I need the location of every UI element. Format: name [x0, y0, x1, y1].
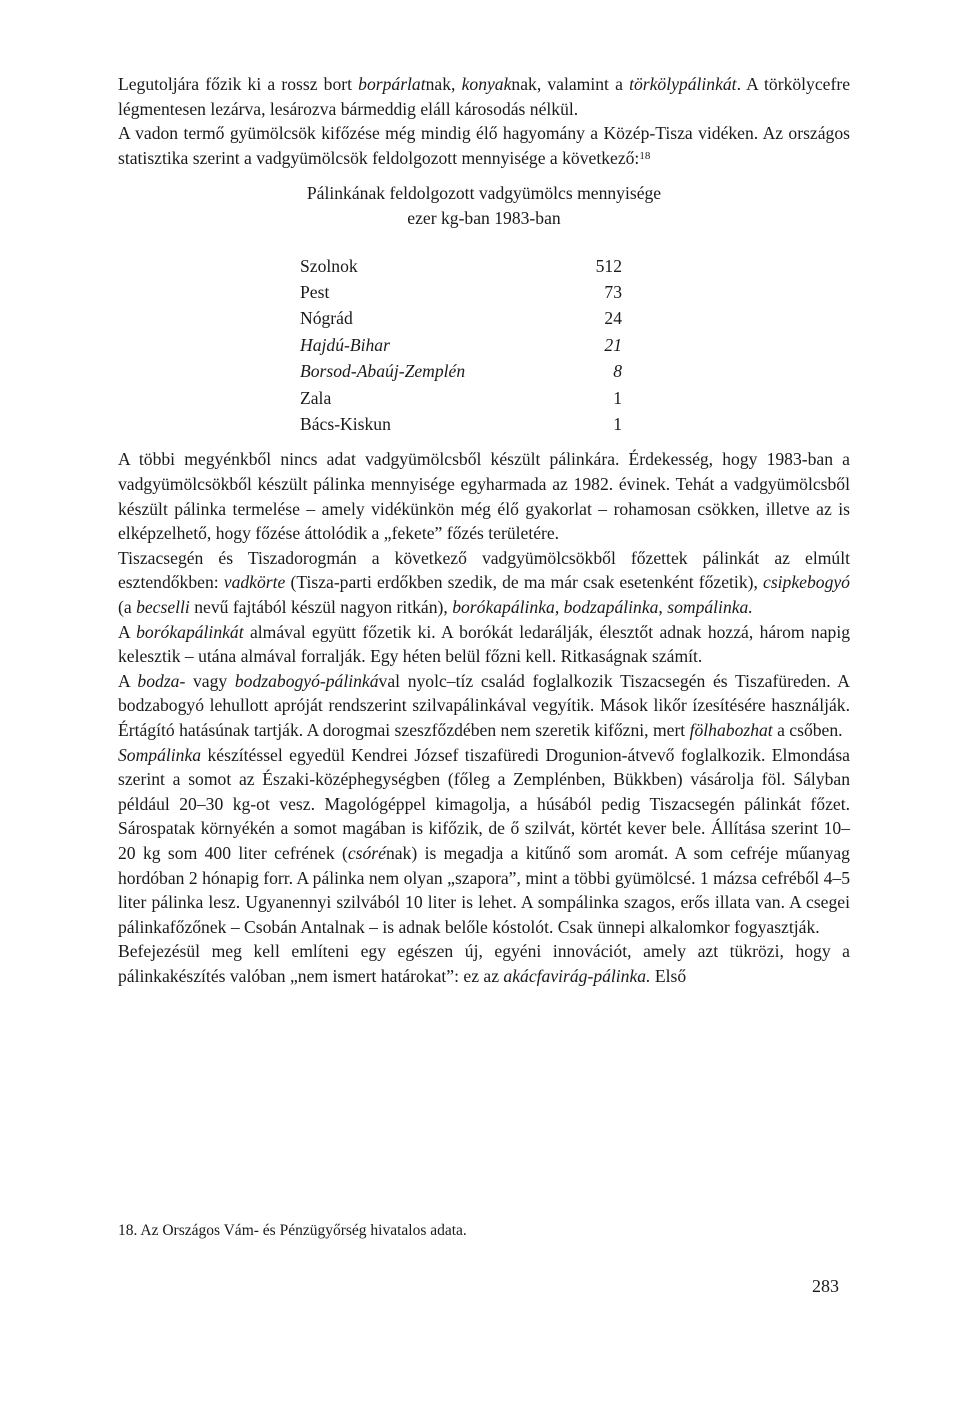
text-run: (a — [118, 596, 137, 617]
text-run: Első — [650, 965, 687, 986]
table-row — [300, 385, 622, 411]
paragraph-1 — [118, 72, 850, 121]
county-value: 512 — [595, 255, 622, 276]
paragraph-7 — [118, 743, 850, 940]
county-name: Borsod-Abaúj-Zemplén — [300, 361, 466, 382]
table-row — [300, 358, 622, 384]
county-name: Zala — [300, 387, 332, 408]
county-value: 73 — [604, 281, 622, 302]
text-run-italic: vadkörte — [223, 572, 286, 593]
county-value: 1 — [613, 414, 622, 434]
county-name: Szolnok — [300, 255, 358, 276]
county-name: Hajdú-Bihar — [300, 334, 390, 355]
text-run-italic: csipkebogyó — [763, 572, 850, 593]
text-run: nak) is megadja a kitűnő som aromát. A som cefréje műanyag hordóban 2 hónapig forr. A pálinka nem olyan „szapora”, mint a többi gyümölcsé. 1 mázsa cefréből 4–5 liter pálinka lesz. Ugyanennyi szilvából 10 liter is lehet. A sompálinka szagos, erős illata van. A csegei pálinkafőzőnek – Csobán Antalnak – is adnak belőle kóstolót. Csak ünnepi alkalomkor fogyasztják. — [118, 842, 850, 937]
county-value: 8 — [613, 361, 622, 382]
text-run-italic: akácfavirág-pálinka. — [503, 965, 651, 986]
text-run-italic: fölhabozhat — [689, 719, 773, 740]
page-body — [118, 72, 850, 988]
text-run: nak, valamint a — [511, 74, 630, 94]
paragraph-2 — [118, 121, 850, 170]
county-name: Bács-Kiskun — [300, 414, 391, 434]
text-run: Legutoljára főzik ki a rossz bort — [118, 74, 359, 94]
text-run-italic: csóré — [347, 842, 386, 863]
table-row — [300, 253, 622, 279]
table-caption: Pálinkának feldolgozott vadgyümölcs mennyisége — [306, 183, 662, 204]
text-run: (Tisza-parti erdőkben szedik, de ma már csak esetenként főzetik), — [285, 572, 764, 593]
text-run-italic: borpárlat — [358, 74, 426, 94]
text-run: nevű fajtából készül nagyon ritkán), — [189, 596, 453, 617]
text-run: . A törkölycefre légmentesen lezárva, lesározva bármeddig eláll károsodás nélkül. — [118, 74, 850, 119]
table-row — [300, 305, 622, 331]
paragraph-3: A többi megyénkből nincs adat vadgyümölcsből készült pálinkára. Érdekesség, hogy 1983-ban a vadgyümölcsökből készült pálinka mennyisége egyharmada az 1982. évinek. Tehát a vadgyümölcsből készült pálinka termelése – amely vidékünkön még élő gyakorlat – rohamosan csökken, illetve az is elképzelhető, hogy főzése áttolódik a „fekete” főzés területére. — [118, 449, 850, 544]
text-run: vagy — [185, 670, 235, 691]
text-run: A vadon termő gyümölcsök kifőzése még mindig élő hagyomány a Közép-Tisza vidéken. Az országos statisztika szerint a vadgyümölcsök feldolgozott mennyisége a következő: — [118, 123, 850, 168]
county-name: Pest — [300, 281, 330, 302]
text-run: val nyolc–tíz család foglalkozik Tiszacsegén és Tiszafüreden. A bodzabogyó lehullott apróját rendszerint szilvapálinkával vegyítik. Mások likőr ízesítésére használják. Értágító hatásúnak tartják. A dorogmai szeszfőzdében nem szeretik kifőzni, mert — [118, 670, 851, 740]
text-run: Befejezésül meg kell említeni egy egészen új, egyéni innovációt, amely azt tükrözi, hogy a pálinkakészítés valóban „nem ismert határokat”: ez az — [118, 941, 850, 986]
text-run-italic: Sompálinka — [118, 744, 202, 765]
table-row — [300, 332, 622, 358]
text-run-italic: borókapálinkát — [136, 621, 244, 642]
footnote-ref: 18 — [639, 149, 651, 162]
page-number: 283 — [812, 1276, 839, 1296]
county-value: 1 — [613, 387, 622, 408]
table-row — [300, 279, 622, 305]
text-run: Tiszacsegén és Tiszadorogmán a következő vadgyümölcsökből főzettek pálinkát az elmúlt esztendőkben: — [118, 547, 850, 593]
text-run-italic: borókapálinka, bodzapálinka, sompálinka. — [452, 596, 753, 617]
county-name: Nógrád — [300, 308, 353, 329]
text-run: almával együtt főzetik ki. A borókát ledarálják, élesztőt adnak hozzá, három napig kelesztik – utána almával forralják. Egy héten belül főzni kell. Ritkaságnak számít. — [118, 621, 851, 667]
text-run: nak, — [425, 74, 462, 94]
county-value: 21 — [604, 334, 622, 355]
footnote: 18. Az Országos Vám- és Pénzügyőrség hivatalos adata. — [118, 1222, 467, 1239]
county-value: 24 — [604, 308, 622, 329]
text-run: A — [118, 670, 138, 691]
text-run: A — [118, 621, 137, 642]
table-caption-unit: ezer kg-ban 1983-ban — [407, 207, 561, 228]
paragraph-6 — [118, 669, 850, 743]
paragraph-4 — [118, 546, 850, 620]
text-run-italic: törkölypálinkát — [629, 74, 737, 94]
data-table — [300, 253, 622, 438]
text-run-italic: becselli — [136, 596, 190, 617]
text-run: a csőben. — [772, 719, 843, 740]
paragraph-5 — [118, 620, 850, 669]
text-run-italic: bodzabogyó-pálinká — [234, 670, 379, 691]
text-run: készítéssel egyedül Kendrei József tiszafüredi Drogunion-átvevő foglalkozik. Elmondása szerint a somot az Északi-középhegységben (főleg a Zemplénben, Bükkben) vásárolja föl. Sályban például 20–30 kg-ot vesz. Magológéppel kimagolja, a húsából pedig Tiszacsegén pálinkát főzet. Sárospatak környékén a somot magában is kifőzik, de ő szilvát, körtét kever bele. Állítása szerint 10–20 kg som 400 liter cefrének ( — [118, 744, 850, 863]
text-run-italic: bodza- — [137, 670, 186, 691]
table-row — [300, 411, 622, 437]
text-run-italic: konyak — [461, 74, 512, 94]
paragraph-8 — [118, 939, 850, 988]
